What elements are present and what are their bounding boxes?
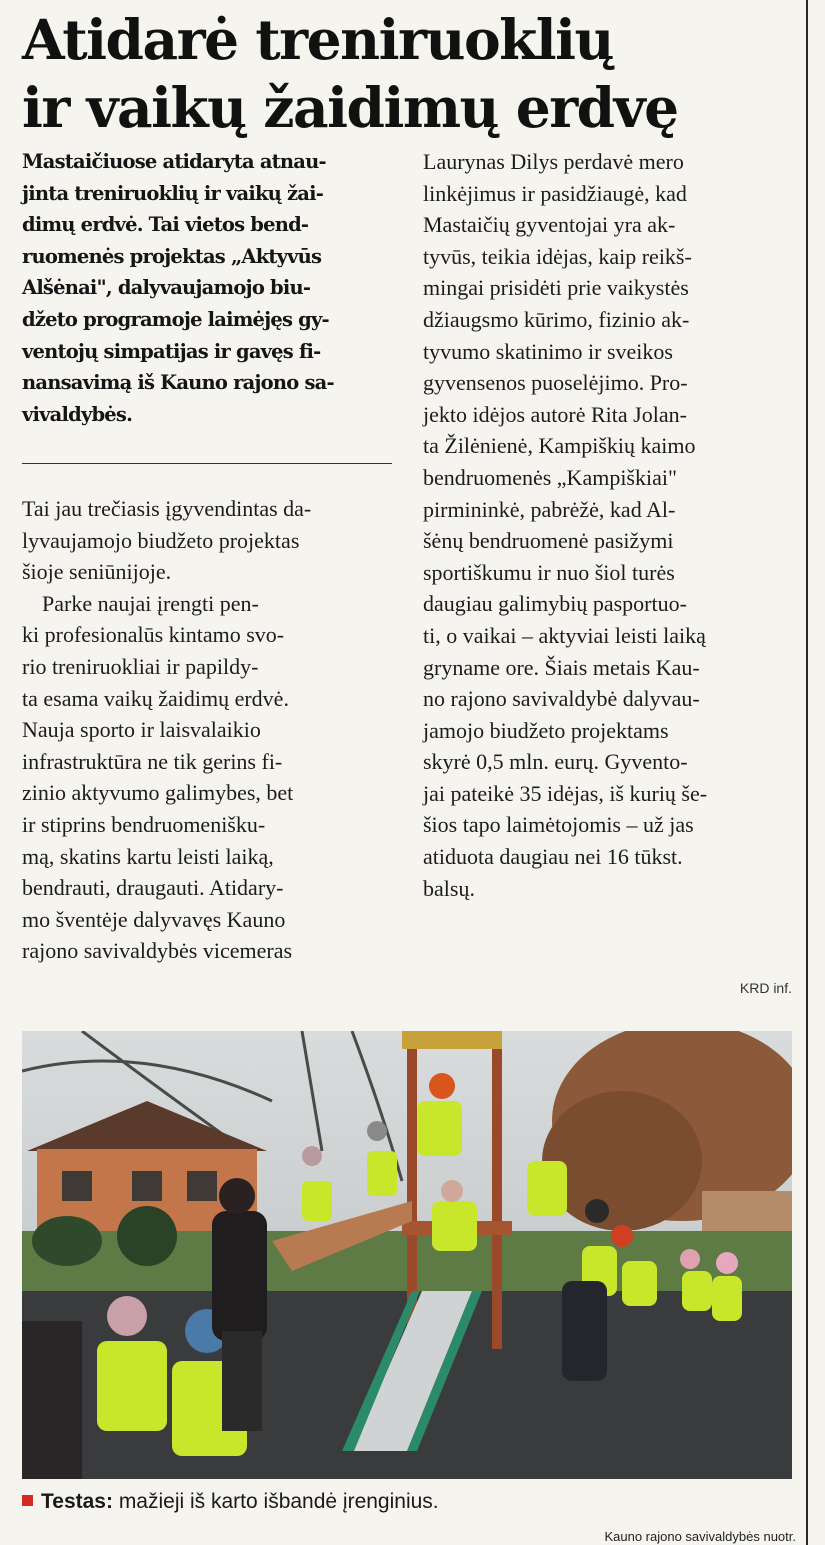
body-column-right	[423, 146, 795, 904]
text-line: tyvumo skatinimo ir sveikos	[423, 338, 673, 364]
text-line: Mastaičių gyventojai yra ak-	[423, 212, 676, 238]
text-line: džeto programoje laimėjęs gy-	[22, 307, 329, 331]
text-line: jamojo biudžeto projektams	[423, 717, 669, 743]
text-line: Parke naujai įrengti pen-	[42, 590, 259, 616]
text-line: ir stiprins bendruomenišku-	[22, 811, 266, 837]
text-line: jekto idėjos autorė Rita Jolan-	[423, 401, 687, 427]
text-line: gryname ore. Šiais metais Kau-	[423, 654, 700, 680]
lead-divider	[22, 463, 392, 464]
text-line: ta Žilėnienė, Kampiškių kaimo	[423, 433, 696, 459]
text-line: dimų erdvė. Tai vietos bend-	[22, 213, 309, 237]
lead-paragraph	[22, 146, 394, 430]
text-line: vivaldybės.	[22, 402, 133, 426]
text-line: lyvaujamojo biudžeto projektas	[22, 527, 300, 553]
text-line: daugiau galimybių pasportuo-	[423, 591, 687, 617]
text-line: Mastaičiuose atidaryta atnau-	[22, 150, 326, 173]
headline-line: ir vaikų žaidimų erdvę	[22, 75, 678, 140]
headline-line: Atidarė treniruoklių	[22, 7, 614, 72]
text-line: mingai prisidėti prie vaikystės	[423, 275, 689, 301]
text-line: mo šventėje dalyvavęs Kauno	[22, 906, 286, 932]
photo-credit: Kauno rajono savivaldybės nuotr.	[604, 1529, 796, 1544]
text-line: pirmininkė, pabrėžė, kad Al-	[423, 496, 676, 522]
text-line: šėnų bendruomenė pasižymi	[423, 528, 674, 554]
text-line: bendrauti, draugauti. Atidary-	[22, 875, 284, 901]
text-line: gyvensenos puoselėjimo. Pro-	[423, 370, 688, 396]
photo-caption	[22, 1490, 782, 1514]
headline	[22, 6, 802, 142]
text-line: mą, skatins kartu leisti laiką,	[22, 843, 274, 869]
text-line: Nauja sporto ir laisvalaikio	[22, 717, 261, 743]
text-line: šioje seniūnijoje.	[22, 559, 172, 585]
caption-text: mažieji iš karto išbandė įrenginius.	[112, 1490, 439, 1513]
caption-label: Testas:	[41, 1490, 113, 1513]
text-line: Alšėnai", dalyvaujamojo biu-	[22, 276, 311, 300]
text-line: rio treniruokliai ir papildy-	[22, 653, 259, 679]
text-line: nansavimą iš Kauno rajono sa-	[22, 371, 334, 395]
text-line: balsų.	[423, 875, 475, 901]
body-column-left	[22, 493, 397, 967]
text-line: skyrė 0,5 mln. eurų. Gyvento-	[423, 749, 688, 775]
article-photo	[22, 1031, 792, 1479]
text-line: ki profesionalūs kintamo svo-	[22, 622, 285, 648]
text-line: sportiškumu ir nuo šiol turės	[423, 559, 675, 585]
text-line: atiduota daugiau nei 16 tūkst.	[423, 844, 683, 870]
text-line: jinta treniruoklių ir vaikų žai-	[22, 181, 324, 205]
text-line: ti, o vaikai – aktyviai leisti laiką	[423, 622, 706, 648]
text-line: no rajono savivaldybė dalyvau-	[423, 686, 700, 712]
text-line: ta esama vaikų žaidimų erdvė.	[22, 685, 289, 711]
playground-photo-illustration	[22, 1031, 792, 1479]
text-line: džiaugsmo kūrimo, fizinio ak-	[423, 306, 690, 332]
text-line: bendruomenės „Kampiškiai"	[423, 464, 677, 490]
text-line: Tai jau trečiasis įgyvendintas da-	[22, 496, 312, 521]
text-line: Laurynas Dilys perdavė mero	[423, 149, 684, 174]
caption-marker-square	[22, 1495, 33, 1506]
text-line: ventojų simpatijas ir gavęs fi-	[22, 339, 321, 363]
text-line: linkėjimus ir pasidžiaugė, kad	[423, 180, 687, 206]
column-rule	[806, 0, 808, 1545]
text-line: tyvūs, teikia idėjas, kaip reikš-	[423, 243, 692, 269]
text-line: šios tapo laimėtojomis – už jas	[423, 812, 694, 838]
text-line: jai pateikė 35 idėjas, iš kurių še-	[423, 780, 708, 806]
source-credit: KRD inf.	[739, 980, 792, 996]
text-line: rajono savivaldybės vicemeras	[22, 938, 293, 964]
text-line: infrastruktūra ne tik gerins fi-	[22, 748, 283, 774]
text-line: zinio aktyvumo galimybes, bet	[22, 780, 294, 806]
text-line: ruomenės projektas „Aktyvūs	[22, 244, 322, 268]
